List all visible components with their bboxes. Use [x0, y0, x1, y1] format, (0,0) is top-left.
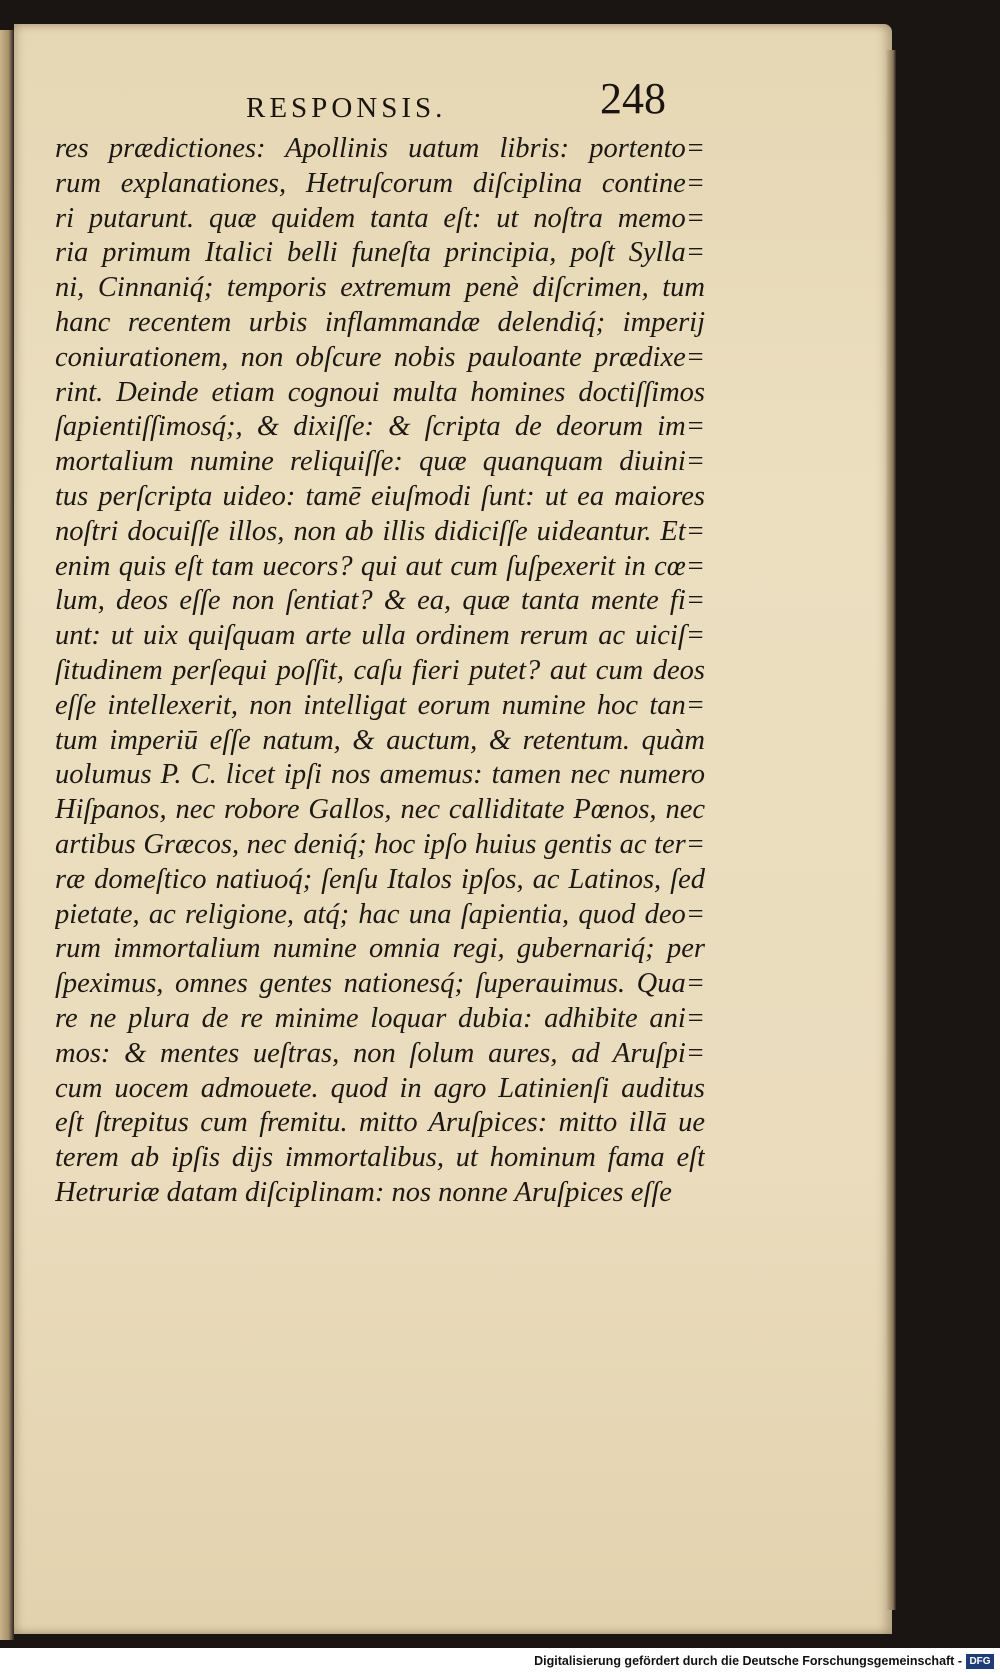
text-line: enim quis eſt tam uecors? qui aut cum ſuſpexerit in cœ=: [55, 550, 705, 582]
text-line: Hiſpanos, nec robore Gallos, nec calliditate Pœnos, nec: [55, 794, 705, 826]
text-line: re ne plura de re minime loquar dubia: adhibite ani=: [55, 1002, 705, 1034]
text-line: ſpeximus, omnes gentes nationesq́; ſuperauimus. Qua=: [55, 968, 705, 1000]
text-line: tus perſcripta uideo: tamē eiuſmodi ſunt: ut ea maiores: [55, 480, 705, 512]
text-line: unt: ut uix quiſquam arte ulla ordinem rerum ac uiciſ=: [55, 620, 705, 652]
text-line: ria primum Italici belli funeſta principia, poſt Sylla=: [55, 237, 705, 269]
page-number: 248: [600, 74, 666, 123]
text-line: hanc recentem urbis inflammandæ delendiq́; imperij: [55, 306, 705, 338]
text-line: rint. Deinde etiam cognoui multa homines doctiſſimos: [55, 376, 705, 408]
text-line: mortalium numine reliquiſſe: quæ quanquam diuini=: [55, 446, 705, 478]
text-line: lum, deos eſſe non ſentiat? & ea, quæ tanta mente fi=: [55, 585, 705, 617]
text-line: artibus Græcos, nec deniq́; hoc ipſo huius gentis ac ter=: [55, 828, 705, 860]
text-line: eſſe intellexerit, non intelligat eorum numine hoc tan=: [55, 689, 705, 721]
dfg-logo: DFG: [966, 1654, 994, 1669]
text-line: res prædictiones: Apollinis uatum libris: portento=: [55, 133, 705, 164]
text-line: tum imperiū eſſe natum, & auctum, & retentum. quàm: [55, 724, 705, 756]
text-line: mos: & mentes ueſtras, non ſolum aures, ad Aruſpi=: [55, 1037, 705, 1069]
binding-edge: [0, 30, 14, 1640]
text-line: Hetruriæ datam diſciplinam: nos nonne Aruſpices eſſe: [55, 1176, 672, 1208]
text-line: ri putarunt. quæ quidem tanta eſt: ut noſtra memo=: [55, 202, 705, 234]
text-line: cum uocem admouete. quod in agro Latinienſi auditus: [55, 1072, 705, 1104]
text-line: ni, Cinnaniq́; temporis extremum penè diſcrimen, tum: [55, 272, 705, 304]
text-line: terem ab ipſis dijs immortalibus, ut hominum fama eſt: [55, 1142, 705, 1174]
running-head: RESPONSIS.: [246, 92, 447, 124]
footer-bar: [0, 1648, 1000, 1675]
text-line: eſt ſtrepitus cum fremitu. mitto Aruſpices: mitto illā ue: [55, 1107, 705, 1139]
text-line: pietate, ac religione, atq́; hac una ſapientia, quod deo=: [55, 898, 705, 930]
text-line: rum immortalium numine omnia regi, gubernariq́; per: [55, 933, 705, 965]
text-line: coniurationem, non obſcure nobis pauloante prædixe=: [55, 341, 705, 373]
funding-credit: Digitalisierung gefördert durch die Deutsche Forschungsgemeinschaft -: [534, 1654, 962, 1668]
text-line: uolumus P. C. licet ipſi nos amemus: tamen nec numero: [55, 759, 705, 791]
body-text: [55, 132, 705, 1211]
page-edge: [886, 50, 896, 1610]
text-line: rum explanationes, Hetruſcorum diſciplina contine=: [55, 167, 705, 199]
text-line: ræ domeſtico natiuoq́; ſenſu Italos ipſos, ac Latinos, ſed: [55, 863, 705, 895]
text-line: ſapientiſſimosq́;, & dixiſſe: & ſcripta de deorum im=: [55, 411, 705, 443]
text-line: noſtri docuiſſe illos, non ab illis didiciſſe uideantur. Et=: [55, 515, 705, 547]
text-line: ſitudinem perſequi poſſit, caſu fieri putet? aut cum deos: [55, 654, 705, 686]
page-header: [60, 70, 700, 130]
